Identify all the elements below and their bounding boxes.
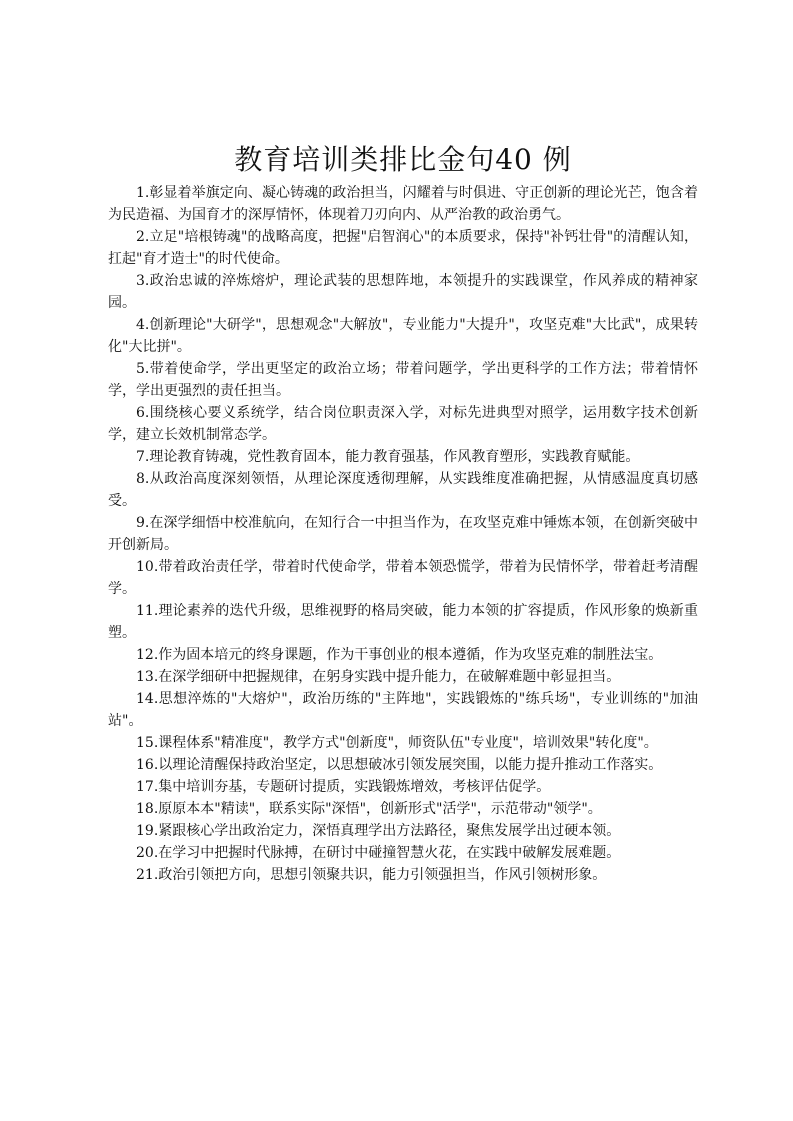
document-page xyxy=(108,140,698,886)
list-item: 1.彰显着举旗定向、凝心铸魂的政治担当，闪耀着与时俱进、守正创新的理论光芒，饱含着为民造福、为国育才的深厚情怀，体现着刀刃向内、从严治教的政治勇气。 xyxy=(108,185,698,223)
document-title: 教育培训类排比金句40 例 xyxy=(234,143,572,176)
list-item: 9.在深学细悟中校准航向，在知行合一中担当作为，在攻坚克难中锤炼本领，在创新突破中开创新局。 xyxy=(108,515,698,553)
list-item: 11.理论素养的迭代升级，思维视野的格局突破，能力本领的扩容提质，作风形象的焕新重塑。 xyxy=(108,603,698,641)
list-item: 7.理论教育铸魂，党性教育固本，能力教育强基，作风教育塑形，实践教育赋能。 xyxy=(136,449,640,465)
list-item: 20.在学习中把握时代脉搏，在研讨中碰撞智慧火花，在实践中破解发展难题。 xyxy=(136,845,621,861)
list-item: 2.立足"培根铸魂"的战略高度，把握"启智润心"的本质要求，保持"补钙壮骨"的清醒认知，扛起"育才造士"的时代使命。 xyxy=(108,229,698,267)
list-item: 13.在深学细研中把握规律，在躬身实践中提升能力，在破解难题中彰显担当。 xyxy=(136,669,621,685)
list-item: 19.紧跟核心学出政治定力，深悟真理学出方法路径，聚焦发展学出过硬本领。 xyxy=(136,823,621,839)
list-item: 6.围绕核心要义系统学，结合岗位职责深入学，对标先进典型对照学，运用数字技术创新学，建立长效机制常态学。 xyxy=(108,405,698,443)
list-item: 12.作为固本培元的终身课题，作为干事创业的根本遵循，作为攻坚克难的制胜法宝。 xyxy=(136,647,663,663)
list-item: 4.创新理论"大研学"，思想观念"大解放"，专业能力"大提升"，攻坚克难"大比武"，成果转化"大比拼"。 xyxy=(108,317,698,355)
list-item: 15.课程体系"精准度"，教学方式"创新度"，师资队伍"专业度"，培训效果"转化度"。 xyxy=(136,735,658,751)
list-item: 16.以理论清醒保持政治坚定，以思想破冰引领发展突围，以能力提升推动工作落实。 xyxy=(136,757,663,773)
list-item: 3.政治忠诚的淬炼熔炉，理论武装的思想阵地，本领提升的实践课堂，作风养成的精神家园。 xyxy=(108,273,698,311)
sentence-list xyxy=(108,182,698,886)
list-item: 5.带着使命学，学出更坚定的政治立场；带着问题学，学出更科学的工作方法；带着情怀学，学出更强烈的责任担当。 xyxy=(108,361,698,399)
list-item: 17.集中培训夯基，专题研讨提质，实践锻炼增效，考核评估促学。 xyxy=(136,779,551,795)
list-item: 14.思想淬炼的"大熔炉"，政治历练的"主阵地"，实践锻炼的"练兵场"，专业训练的"加油站"。 xyxy=(108,691,698,729)
list-item: 21.政治引领把方向，思想引领聚共识，能力引领强担当，作风引领树形象。 xyxy=(136,867,607,883)
list-item: 18.原原本本"精读"，联系实际"深悟"，创新形式"活学"，示范带动"领学"。 xyxy=(136,801,602,817)
list-item: 8.从政治高度深刻领悟，从理论深度透彻理解，从实践维度准确把握，从情感温度真切感受。 xyxy=(108,471,698,509)
list-item: 10.带着政治责任学，带着时代使命学，带着本领恐慌学，带着为民情怀学，带着赶考清醒学。 xyxy=(108,559,698,597)
